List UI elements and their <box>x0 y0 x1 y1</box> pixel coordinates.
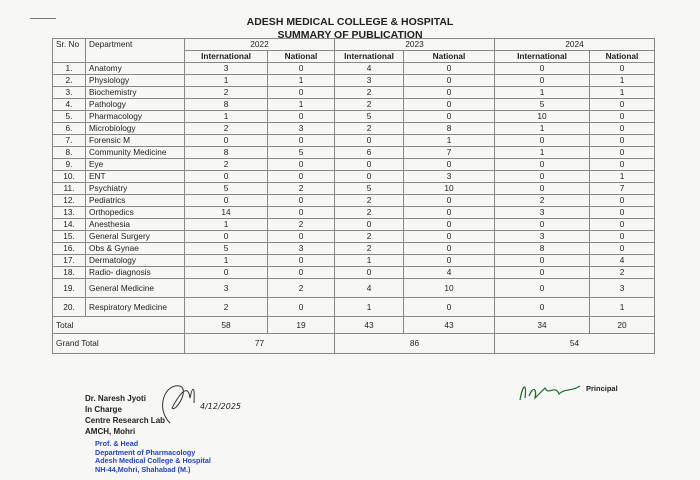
count-cell: 2 <box>335 87 404 99</box>
count-cell: 5 <box>185 243 268 255</box>
count-cell: 0 <box>590 243 655 255</box>
stamp-line: NH-44,Mohri, Shahabad (M.) <box>95 464 191 474</box>
count-cell: 1 <box>268 99 335 111</box>
sr-cell: 17. <box>53 255 86 267</box>
table-row <box>53 159 655 171</box>
count-cell: 2 <box>268 279 335 298</box>
count-cell: 0 <box>404 207 495 219</box>
count-cell: 0 <box>404 243 495 255</box>
stamp <box>95 440 211 474</box>
count-cell: 3 <box>590 279 655 298</box>
sr-cell: 20. <box>53 298 86 317</box>
table-row <box>53 219 655 231</box>
count-cell: 0 <box>495 279 590 298</box>
count-cell: 2 <box>335 99 404 111</box>
stamp-line: Department of Pharmacology <box>95 447 196 457</box>
international-header: International <box>185 51 268 63</box>
sr-cell: 11. <box>53 183 86 195</box>
count-cell: 1 <box>495 87 590 99</box>
count-cell: 0 <box>590 219 655 231</box>
count-cell: 5 <box>495 99 590 111</box>
total-cell: 43 <box>404 317 495 334</box>
signatory-name: Dr. Naresh Jyoti <box>85 394 146 403</box>
count-cell: 0 <box>495 63 590 75</box>
sr-cell: 16. <box>53 243 86 255</box>
department-cell: Orthopedics <box>86 207 185 219</box>
count-cell: 2 <box>185 87 268 99</box>
count-cell: 0 <box>185 171 268 183</box>
count-cell: 0 <box>404 195 495 207</box>
signature-date: 4/12/2025 <box>200 402 242 411</box>
department-cell: Anesthesia <box>86 219 185 231</box>
count-cell: 0 <box>185 195 268 207</box>
count-cell: 1 <box>185 219 268 231</box>
table-row <box>53 183 655 195</box>
sr-cell: 8. <box>53 147 86 159</box>
count-cell: 0 <box>495 171 590 183</box>
grand-total-cell: 77 <box>185 334 335 354</box>
stamp-line: Prof. & Head <box>95 439 139 448</box>
count-cell: 0 <box>590 207 655 219</box>
table-row <box>53 267 655 279</box>
count-cell: 7 <box>590 183 655 195</box>
count-cell: 3 <box>185 279 268 298</box>
sr-cell: 10. <box>53 171 86 183</box>
table-row <box>53 298 655 317</box>
total-row <box>53 317 655 334</box>
count-cell: 10 <box>495 111 590 123</box>
sr-cell: 12. <box>53 195 86 207</box>
table-row <box>53 111 655 123</box>
table-row <box>53 147 655 159</box>
count-cell: 0 <box>268 87 335 99</box>
count-cell: 4 <box>335 279 404 298</box>
year-header: 2022 <box>185 39 335 51</box>
sr-header: Sr. No <box>53 39 86 63</box>
count-cell: 0 <box>590 99 655 111</box>
department-cell: Pathology <box>86 99 185 111</box>
department-header: Department <box>86 39 185 63</box>
table-row <box>53 123 655 135</box>
sr-cell: 13. <box>53 207 86 219</box>
table-row <box>53 243 655 255</box>
count-cell: 2 <box>185 298 268 317</box>
count-cell: 7 <box>404 147 495 159</box>
department-cell: Community Medicine <box>86 147 185 159</box>
page-subtitle: SUMMARY OF PUBLICATION <box>277 29 423 41</box>
count-cell: 6 <box>335 147 404 159</box>
count-cell: 0 <box>335 159 404 171</box>
total-cell: 43 <box>335 317 404 334</box>
department-cell: Radio- diagnosis <box>86 267 185 279</box>
table-row <box>53 99 655 111</box>
department-cell: General Medicine <box>86 279 185 298</box>
count-cell: 3 <box>404 171 495 183</box>
count-cell: 2 <box>495 195 590 207</box>
count-cell: 5 <box>268 147 335 159</box>
total-cell: 20 <box>590 317 655 334</box>
count-cell: 14 <box>185 207 268 219</box>
count-cell: 0 <box>404 255 495 267</box>
table-row <box>53 279 655 298</box>
count-cell: 8 <box>404 123 495 135</box>
count-cell: 0 <box>495 159 590 171</box>
count-cell: 4 <box>590 255 655 267</box>
signatory-org: AMCH, Mohri <box>85 427 136 436</box>
count-cell: 0 <box>590 231 655 243</box>
count-cell: 0 <box>268 135 335 147</box>
department-cell: Psychiatry <box>86 183 185 195</box>
count-cell: 2 <box>185 123 268 135</box>
count-cell: 0 <box>590 111 655 123</box>
count-cell: 1 <box>590 171 655 183</box>
count-cell: 2 <box>268 183 335 195</box>
total-label: Total <box>53 317 185 334</box>
table-row <box>53 63 655 75</box>
count-cell: 0 <box>495 255 590 267</box>
count-cell: 2 <box>268 219 335 231</box>
count-cell: 0 <box>268 63 335 75</box>
table-row <box>53 231 655 243</box>
count-cell: 0 <box>590 123 655 135</box>
count-cell: 0 <box>404 87 495 99</box>
year-header: 2023 <box>335 39 495 51</box>
department-cell: Anatomy <box>86 63 185 75</box>
count-cell: 0 <box>404 159 495 171</box>
count-cell: 0 <box>404 63 495 75</box>
count-cell: 0 <box>404 298 495 317</box>
international-header: International <box>335 51 404 63</box>
table-row <box>53 87 655 99</box>
sr-cell: 4. <box>53 99 86 111</box>
count-cell: 0 <box>404 111 495 123</box>
department-cell: Obs & Gynae <box>86 243 185 255</box>
grand-total-label: Grand Total <box>53 334 185 354</box>
count-cell: 3 <box>335 75 404 87</box>
table-row <box>53 135 655 147</box>
sr-cell: 14. <box>53 219 86 231</box>
count-cell: 0 <box>268 111 335 123</box>
count-cell: 0 <box>185 267 268 279</box>
count-cell: 0 <box>404 99 495 111</box>
sr-cell: 9. <box>53 159 86 171</box>
total-cell: 19 <box>268 317 335 334</box>
department-cell: General Surgery <box>86 231 185 243</box>
count-cell: 10 <box>404 183 495 195</box>
national-header: National <box>590 51 655 63</box>
grand-total-cell: 86 <box>335 334 495 354</box>
count-cell: 3 <box>185 63 268 75</box>
table-row <box>53 195 655 207</box>
year-header: 2024 <box>495 39 655 51</box>
count-cell: 4 <box>404 267 495 279</box>
principal-label: Principal <box>586 384 618 393</box>
count-cell: 3 <box>495 231 590 243</box>
count-cell: 5 <box>335 111 404 123</box>
count-cell: 2 <box>590 267 655 279</box>
count-cell: 1 <box>590 75 655 87</box>
department-cell: Biochemistry <box>86 87 185 99</box>
count-cell: 0 <box>590 147 655 159</box>
count-cell: 5 <box>335 183 404 195</box>
signature-right <box>515 378 585 408</box>
count-cell: 0 <box>495 219 590 231</box>
count-cell: 2 <box>335 243 404 255</box>
count-cell: 1 <box>268 75 335 87</box>
count-cell: 0 <box>268 171 335 183</box>
table-row <box>53 75 655 87</box>
count-cell: 0 <box>404 231 495 243</box>
sr-cell: 5. <box>53 111 86 123</box>
count-cell: 1 <box>495 147 590 159</box>
total-cell: 34 <box>495 317 590 334</box>
count-cell: 2 <box>335 207 404 219</box>
sr-cell: 19. <box>53 279 86 298</box>
count-cell: 0 <box>268 207 335 219</box>
international-header: International <box>495 51 590 63</box>
sr-cell: 15. <box>53 231 86 243</box>
count-cell: 2 <box>335 231 404 243</box>
count-cell: 8 <box>185 147 268 159</box>
count-cell: 1 <box>185 75 268 87</box>
count-cell: 2 <box>335 195 404 207</box>
count-cell: 10 <box>404 279 495 298</box>
count-cell: 0 <box>335 219 404 231</box>
table-row <box>53 171 655 183</box>
department-cell: Forensic M <box>86 135 185 147</box>
count-cell: 0 <box>268 159 335 171</box>
count-cell: 0 <box>404 75 495 87</box>
department-cell: Eye <box>86 159 185 171</box>
count-cell: 0 <box>495 75 590 87</box>
count-cell: 0 <box>495 135 590 147</box>
count-cell: 1 <box>404 135 495 147</box>
department-cell: Microbiology <box>86 123 185 135</box>
count-cell: 0 <box>268 267 335 279</box>
count-cell: 0 <box>590 195 655 207</box>
count-cell: 0 <box>495 267 590 279</box>
count-cell: 0 <box>268 298 335 317</box>
count-cell: 5 <box>185 183 268 195</box>
signatory-dept: Centre Research Lab <box>85 416 166 425</box>
department-cell: Physiology <box>86 75 185 87</box>
count-cell: 0 <box>268 195 335 207</box>
count-cell: 3 <box>268 123 335 135</box>
publication-table <box>52 38 655 354</box>
total-cell: 58 <box>185 317 268 334</box>
count-cell: 4 <box>335 63 404 75</box>
page-title: ADESH MEDICAL COLLEGE & HOSPITAL <box>246 16 454 28</box>
count-cell: 0 <box>590 135 655 147</box>
count-cell: 0 <box>335 135 404 147</box>
count-cell: 0 <box>268 255 335 267</box>
count-cell: 1 <box>185 111 268 123</box>
table-row <box>53 255 655 267</box>
sr-cell: 6. <box>53 123 86 135</box>
grand-total-row <box>53 334 655 354</box>
sr-cell: 1. <box>53 63 86 75</box>
table-row <box>53 207 655 219</box>
count-cell: 1 <box>590 298 655 317</box>
count-cell: 8 <box>495 243 590 255</box>
sr-cell: 18. <box>53 267 86 279</box>
count-cell: 1 <box>335 255 404 267</box>
count-cell: 1 <box>335 298 404 317</box>
count-cell: 1 <box>590 87 655 99</box>
sr-cell: 7. <box>53 135 86 147</box>
count-cell: 3 <box>268 243 335 255</box>
signatory-role: In Charge <box>85 405 122 414</box>
sr-cell: 2. <box>53 75 86 87</box>
national-header: National <box>268 51 335 63</box>
count-cell: 0 <box>185 231 268 243</box>
grand-total-cell: 54 <box>495 334 655 354</box>
count-cell: 0 <box>404 219 495 231</box>
department-cell: Respiratory Medicine <box>86 298 185 317</box>
stamp-line: Adesh Medical College & Hospital <box>95 456 211 465</box>
department-cell: Dermatology <box>86 255 185 267</box>
department-cell: Pharmacology <box>86 111 185 123</box>
count-cell: 0 <box>335 171 404 183</box>
department-cell: Pediatrics <box>86 195 185 207</box>
count-cell: 8 <box>185 99 268 111</box>
count-cell: 0 <box>495 298 590 317</box>
count-cell: 0 <box>495 183 590 195</box>
count-cell: 0 <box>185 135 268 147</box>
national-header: National <box>404 51 495 63</box>
count-cell: 1 <box>185 255 268 267</box>
count-cell: 0 <box>268 231 335 243</box>
count-cell: 0 <box>590 159 655 171</box>
count-cell: 2 <box>185 159 268 171</box>
count-cell: 2 <box>335 123 404 135</box>
count-cell: 0 <box>335 267 404 279</box>
count-cell: 3 <box>495 207 590 219</box>
department-cell: ENT <box>86 171 185 183</box>
count-cell: 0 <box>590 63 655 75</box>
count-cell: 1 <box>495 123 590 135</box>
sr-cell: 3. <box>53 87 86 99</box>
